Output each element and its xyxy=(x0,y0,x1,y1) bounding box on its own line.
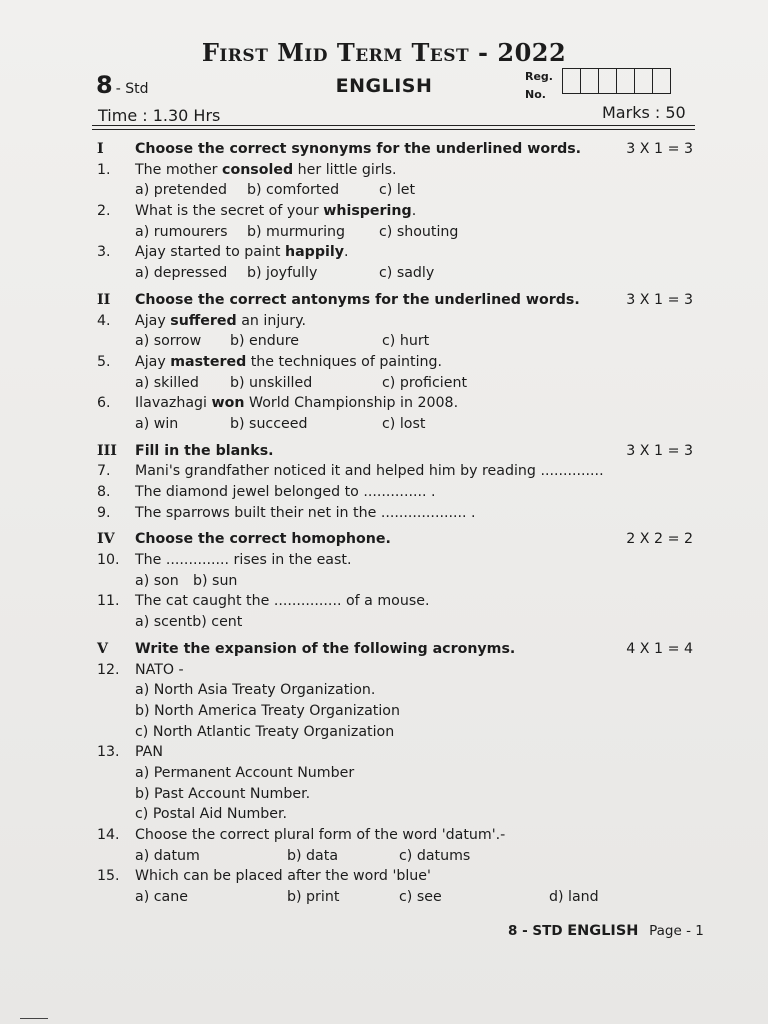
time-allowed: Time : 1.30 Hrs xyxy=(98,106,221,125)
option-text: a) Permanent Account Number xyxy=(135,764,355,781)
options-row xyxy=(97,222,697,243)
total-marks: Marks : 50 xyxy=(602,103,686,122)
text-part: Ajay xyxy=(135,353,171,370)
question-text: The diamond jewel belonged to .............. . xyxy=(135,484,436,500)
options-row xyxy=(97,373,697,394)
option: c) see xyxy=(399,889,442,906)
options xyxy=(135,180,415,201)
keyword: consoled xyxy=(222,161,294,178)
options-row xyxy=(97,180,697,201)
section-marks: 2 X 2 = 2 xyxy=(626,531,693,548)
options-row xyxy=(97,331,697,352)
section-heading xyxy=(97,290,697,311)
question xyxy=(97,866,697,887)
section-title: Choose the correct synonyms for the underlined words. xyxy=(135,141,582,157)
question-text: NATO - xyxy=(135,661,184,678)
question-number: 3. xyxy=(97,244,111,261)
section-title: Choose the correct homophone. xyxy=(135,531,391,548)
question-text: The .............. rises in the east. xyxy=(135,552,352,569)
scan-edge-mark xyxy=(20,1018,48,1019)
text-part: The mother xyxy=(135,161,223,178)
option-text: a) North Asia Treaty Organization. xyxy=(135,682,376,699)
options-row xyxy=(97,414,697,435)
options xyxy=(135,331,429,352)
option: b) unskilled xyxy=(230,374,313,391)
option: b) comforted xyxy=(247,182,340,199)
question-text: The cat caught the ............... of a mouse. xyxy=(135,593,430,610)
option: c) datums xyxy=(399,847,471,864)
section-marks: 3 X 1 = 3 xyxy=(626,291,693,308)
option: a) datum xyxy=(135,847,200,864)
options-row xyxy=(97,846,697,867)
std-suffix: - Std xyxy=(115,81,149,97)
question-text xyxy=(135,160,397,181)
option: a) cane xyxy=(135,889,188,906)
option: a) sorrow xyxy=(135,333,202,350)
section-title: Choose the correct antonyms for the underlined words. xyxy=(135,291,580,308)
question xyxy=(97,742,697,763)
options-row xyxy=(97,887,697,908)
option xyxy=(97,804,697,825)
option: b) cent xyxy=(192,614,243,631)
option xyxy=(97,680,697,701)
text-part: What is the secret of your xyxy=(135,203,324,220)
option: c) let xyxy=(379,182,416,199)
question-number: 11. xyxy=(97,593,120,610)
footer-subject: ENGLISH xyxy=(567,923,639,939)
question-number: 4. xyxy=(97,312,111,329)
option xyxy=(97,701,697,722)
option: b) joyfully xyxy=(247,265,318,282)
std-number: 8 xyxy=(96,71,113,99)
section-marks: 4 X 1 = 4 xyxy=(626,640,693,657)
question xyxy=(97,825,697,846)
text-part: . xyxy=(411,203,417,220)
section-marks: 3 X 1 = 3 xyxy=(626,442,693,459)
subject-heading: ENGLISH xyxy=(335,75,433,97)
option: a) rumourers xyxy=(135,223,228,240)
section-heading xyxy=(97,441,697,462)
question xyxy=(97,591,697,612)
option: a) scent xyxy=(135,614,193,631)
option: a) win xyxy=(135,415,179,432)
option: c) sadly xyxy=(379,265,435,282)
reg-box xyxy=(653,69,670,93)
question xyxy=(97,503,697,524)
question xyxy=(97,201,697,222)
section-title: Fill in the blanks. xyxy=(135,442,274,459)
reg-label-line2: No. xyxy=(525,88,546,101)
options xyxy=(135,846,470,867)
question-number: 1. xyxy=(97,161,111,178)
section-number: V xyxy=(97,640,109,657)
question-number: 13. xyxy=(97,744,120,761)
option: b) print xyxy=(287,889,340,906)
question-text: Mani's grandfather noticed it and helped him by reading .............. xyxy=(135,463,604,480)
reg-box xyxy=(617,69,635,93)
option: d) land xyxy=(549,889,599,906)
question-number: 2. xyxy=(97,203,111,220)
reg-box xyxy=(635,69,653,93)
option: b) endure xyxy=(230,333,300,350)
reg-number-boxes xyxy=(562,68,671,94)
section-number: III xyxy=(97,442,117,459)
options-row xyxy=(97,571,697,592)
section-heading xyxy=(97,529,697,550)
question xyxy=(97,550,697,571)
option: b) murmuring xyxy=(247,223,346,240)
option xyxy=(97,763,697,784)
text-part: the techniques of painting. xyxy=(246,353,443,370)
question xyxy=(97,393,697,414)
question-text xyxy=(135,393,458,414)
page-number: Page - 1 xyxy=(649,923,704,939)
reg-label-line1: Reg. xyxy=(525,70,553,83)
options xyxy=(135,373,467,394)
option xyxy=(97,722,697,743)
question-text xyxy=(135,201,416,222)
question-text: PAN xyxy=(135,744,163,761)
text-part: Ajay started to paint xyxy=(135,244,285,261)
options xyxy=(135,414,425,435)
option-text: c) North Atlantic Treaty Organization xyxy=(135,723,395,740)
question xyxy=(97,311,697,332)
text-part: . xyxy=(343,244,349,261)
option: b) sun xyxy=(193,572,238,589)
text-part: World Championship in 2008. xyxy=(244,395,459,412)
footer-std: 8 - STD xyxy=(508,923,563,939)
keyword: mastered xyxy=(170,353,247,370)
section-title: Write the expansion of the following acronyms. xyxy=(135,640,516,657)
question xyxy=(97,352,697,373)
keyword: happily xyxy=(285,244,344,261)
question-number: 14. xyxy=(97,827,120,843)
options-row xyxy=(97,612,697,633)
question-text xyxy=(135,242,348,263)
question xyxy=(97,660,697,681)
question-number: 12. xyxy=(97,661,120,678)
section-heading xyxy=(97,139,697,160)
question-text: The sparrows built their net in the ................... . xyxy=(135,504,476,521)
text-part: Ajay xyxy=(135,312,171,329)
option-text: b) North America Treaty Organization xyxy=(135,702,400,719)
option: c) lost xyxy=(382,415,426,432)
reg-box xyxy=(581,69,599,93)
option: b) succeed xyxy=(230,415,308,432)
reg-box xyxy=(599,69,617,93)
question-list xyxy=(97,139,697,908)
section-number: II xyxy=(97,291,111,308)
question xyxy=(97,242,697,263)
keyword: won xyxy=(211,395,245,412)
options xyxy=(135,887,599,908)
option: a) skilled xyxy=(135,374,199,391)
options-row xyxy=(97,263,697,284)
question-text xyxy=(135,352,442,373)
section-number: IV xyxy=(97,531,115,548)
question-number: 5. xyxy=(97,353,111,370)
options xyxy=(135,222,458,243)
header-divider xyxy=(92,125,695,126)
reg-label xyxy=(525,68,553,104)
section-number: I xyxy=(97,141,104,157)
options xyxy=(135,263,434,284)
option: c) proficient xyxy=(382,374,468,391)
option: c) hurt xyxy=(382,333,430,350)
text-part: Ilavazhagi xyxy=(135,395,212,412)
question xyxy=(97,461,697,482)
question-number: 7. xyxy=(97,463,111,480)
question-number: 6. xyxy=(97,395,111,412)
question-text: Which can be placed after the word 'blue' xyxy=(135,868,431,885)
text-part: an injury. xyxy=(236,312,306,329)
question-text: Choose the correct plural form of the word 'datum'.- xyxy=(135,827,506,843)
question-number: 10. xyxy=(97,552,120,569)
text-part: her little girls. xyxy=(293,161,397,178)
page-footer xyxy=(508,923,704,939)
option: c) shouting xyxy=(379,223,459,240)
question xyxy=(97,160,697,181)
question-number: 8. xyxy=(97,484,111,500)
question-text xyxy=(135,311,306,332)
question xyxy=(97,482,697,503)
options xyxy=(135,612,242,633)
option: a) pretended xyxy=(135,182,228,199)
option-text: c) Postal Aid Number. xyxy=(135,806,288,823)
option: b) data xyxy=(287,847,339,864)
exam-title: First Mid Term Test - 2022 xyxy=(201,38,567,67)
keyword: suffered xyxy=(170,312,237,329)
option xyxy=(97,784,697,805)
header-divider-thin xyxy=(92,129,695,130)
question-number: 9. xyxy=(97,504,111,521)
option: a) depressed xyxy=(135,265,228,282)
options xyxy=(135,571,237,592)
question-number: 15. xyxy=(97,868,120,885)
option: a) son xyxy=(135,572,179,589)
keyword: whispering xyxy=(323,203,412,220)
reg-box xyxy=(563,69,581,93)
option-text: b) Past Account Number. xyxy=(135,785,311,802)
section-marks: 3 X 1 = 3 xyxy=(626,141,693,157)
section-heading xyxy=(97,639,697,660)
